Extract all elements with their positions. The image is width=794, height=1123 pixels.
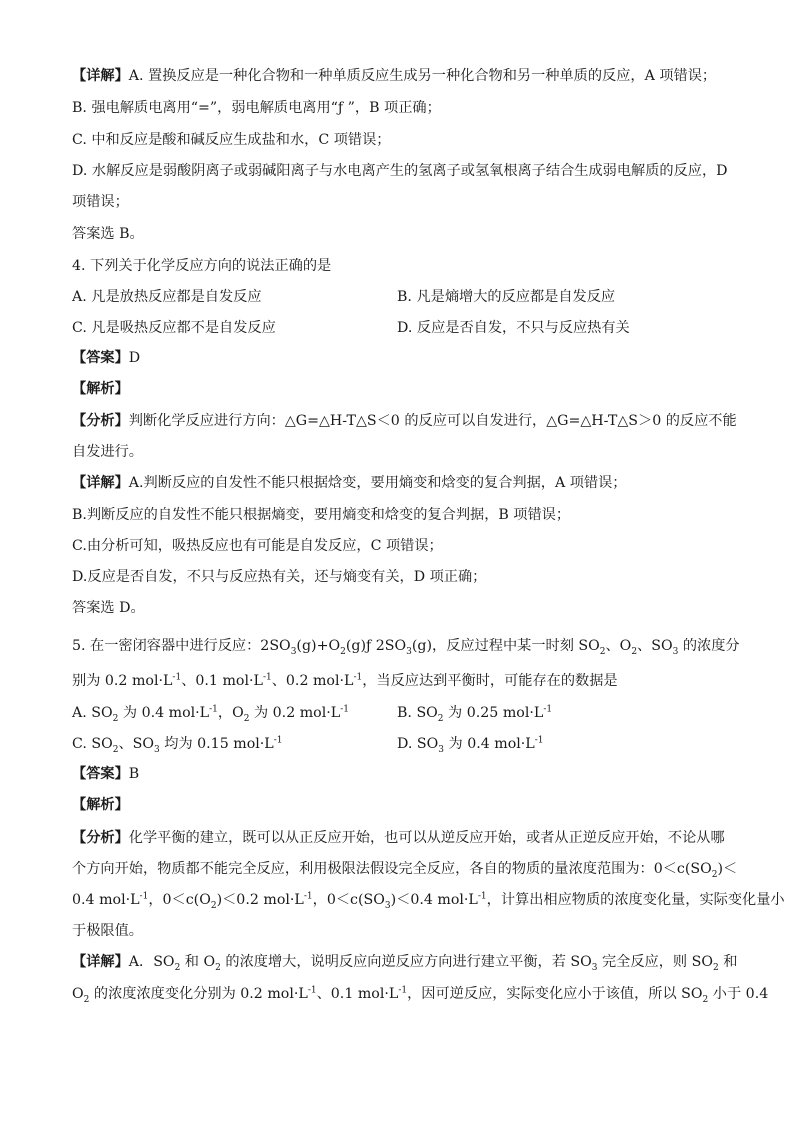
q4-fenxi-line-1: 【分析】判断化学反应进行方向：△G=△H-T△S＜0 的反应可以自发进行，△G=△H-T△S＞0 的反应不能	[72, 413, 737, 429]
q5-fenxi-line-2: 个方向开始，物质都不能完全反应，利用极限法假设完全反应，各自的物质的量浓度范围为：$0<c(SO_2)<$	[72, 861, 738, 880]
q4-option-d: D. 反应是否自发，不只与反应热有关	[397, 320, 630, 336]
q4-stem: 4. 下列关于化学反应方向的说法正确的是	[72, 258, 332, 274]
fenxi-tag: 【分析】	[72, 413, 129, 429]
q4-fenxi-line-2: 自发进行。	[72, 444, 143, 460]
answer-tag: 【答案】	[72, 350, 129, 366]
q4-detail-line-2: B.判断反应的自发性不能只根据熵变，要用熵变和焓变的复合判据，B 项错误；	[72, 507, 571, 523]
q3-answer-line: 答案选 B。	[72, 226, 144, 242]
q4-answer	[72, 348, 722, 368]
fenxi-tag: 【分析】	[72, 830, 129, 846]
q4-option-c: C. 凡是吸热反应都不是自发反应	[72, 320, 276, 336]
detail-tag: 【详解】	[72, 954, 129, 970]
q3-detail-line-2: B. 强电解质电离用“=”，弱电解质电离用“ƒ ”，B 项正确；	[72, 100, 441, 116]
q5-fenxi-line-1: 【分析】化学平衡的建立，既可以从正反应开始，也可以从逆反应开始，或者从正逆反应开始，不论从哪	[72, 830, 725, 846]
q4-answer-line: 答案选 D。	[72, 600, 145, 616]
q3-detail-line-3: C. 中和反应是酸和碱反应生成盐和水，C 项错误；	[72, 132, 391, 148]
q5-stem-line-1: 5. 在一密闭容器中进行反应：$2SO_3(g)+O_2(g)ƒ$ $2SO_3(g)$，反应过程中某一时刻 $SO_2$、$O_2$、$SO_3$ 的浓度分	[72, 638, 740, 657]
q5-analysis-tag: 【解析】	[72, 797, 129, 813]
answer-value: D	[128, 350, 141, 366]
q5-fenxi-line-4: 于极限值。	[72, 923, 143, 939]
detail-tag: 【详解】	[72, 68, 129, 84]
q5-option-b: B. $SO_2$ 为 0.25 $mol\cdot L^{-1}$	[397, 704, 553, 724]
q5-answer	[72, 764, 722, 784]
q5-option-d: D. $SO_3$ 为 0.4 $mol\cdot L^{-1}$	[397, 735, 544, 755]
q5-option-a: A. $SO_2$ 为 0.4 $mol\cdot L^{-1}$，$O_2$ 为 0.2 $mol\cdot L^{-1}$	[72, 704, 349, 724]
q5-detail-line-1: 【详解】A．$SO_2$ 和 $O_2$ 的浓度增大，说明反应向逆反应方向进行建立平衡，若 $SO_3$ 完全反应，则 $SO_2$ 和	[72, 954, 738, 973]
q4-option-a: A. 凡是放热反应都是自发反应	[72, 289, 262, 305]
q4-detail-line-4: D.反应是否自发，不只与反应热有关，还与熵变有关，D 项正确；	[72, 569, 487, 585]
q4-detail-line-3: C.由分析可知，吸热反应也有可能是自发反应，C 项错误；	[72, 538, 443, 554]
q5-option-c: C. $SO_2$、$SO_3$ 均为 0.15 $mol\cdot L^{-1}$	[72, 735, 283, 755]
q3-detail-line-5: 项错误；	[72, 194, 129, 210]
q4-option-b: B. 凡是熵增大的反应都是自发反应	[397, 289, 616, 305]
answer-tag: 【答案】	[72, 766, 129, 782]
q4-detail-line-1: 【详解】A.判断反应的自发性不能只根据焓变，要用熵变和焓变的复合判据，A 项错误；	[72, 475, 627, 491]
q3-detail-line-1: 【详解】A. 置换反应是一种化合物和一种单质反应生成另一种化合物和另一种单质的反应，A 项错误；	[72, 68, 717, 84]
q5-stem-line-2: 别为 0.2 $mol\cdot L^{-1}$、0.1 $mol\cdot L^{-1}$、0.2 $mol\cdot L^{-1}$，当反应达到平衡时，可能存在的数据是	[72, 672, 618, 689]
detail-tag: 【详解】	[72, 475, 129, 491]
q3-detail-line-4: D. 水解反应是弱酸阴离子或弱碱阳离子与水电离产生的氢离子或氢氧根离子结合生成弱电解质的反应，D	[72, 163, 728, 179]
q4-analysis-tag: 【解析】	[72, 381, 129, 397]
answer-value: B	[128, 766, 140, 782]
q5-detail-line-2: $O_2$ 的浓度浓度变化分别为 0.2 $mol\cdot L^{-1}$、0.1 $mol\cdot L^{-1}$，因可逆反应，实际变化应小于该值，所以 $SO_2$ 小于 0.4	[72, 985, 769, 1005]
q5-fenxi-line-3: 0.4 $mol\cdot L^{-1}$，$0<c(O_2)<0.2$ $mol\cdot L^{-1}$，$0<c(SO_3)<0.4$ $mol\cdot L^{-1}$，计算出相应物质的浓度变化量，实际变化量小	[72, 891, 785, 911]
